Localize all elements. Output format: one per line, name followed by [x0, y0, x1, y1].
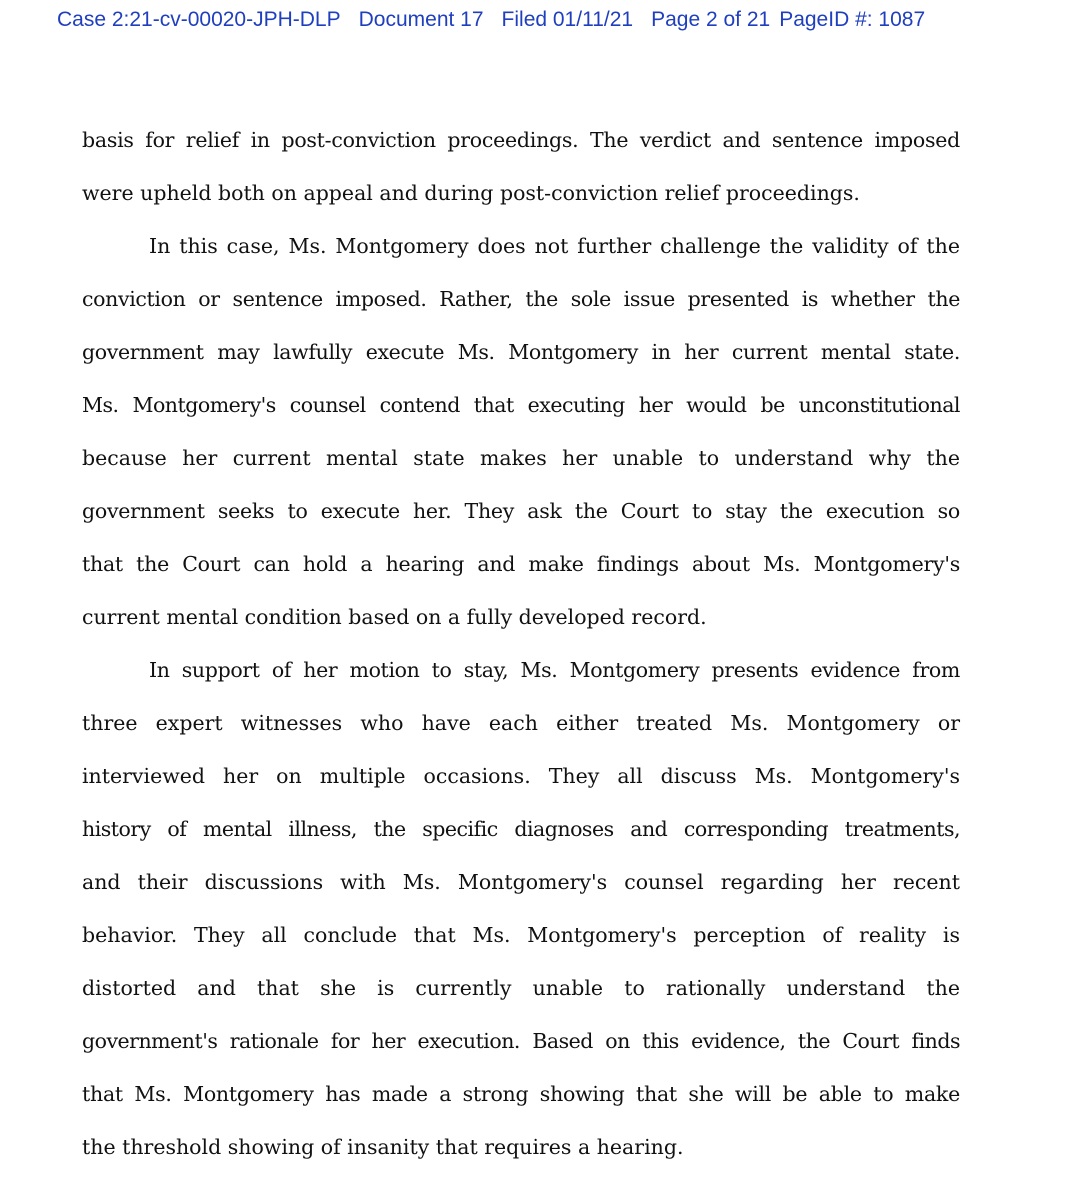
paragraph — [82, 220, 960, 644]
text-line: the threshold showing of insanity that requires a hearing. — [82, 1135, 684, 1159]
text-line: In support of her motion to stay, Ms. Montgomery presents evidence from — [149, 658, 960, 682]
text-line: Ms. Montgomery's counsel contend that executing her would be unconstitutional — [82, 393, 960, 417]
text-line: In this case, Ms. Montgomery does not further challenge the validity of the — [149, 234, 960, 258]
text-line: that Ms. Montgomery has made a strong showing that she will be able to make — [82, 1082, 960, 1106]
text-line: distorted and that she is currently unable to rationally understand the — [82, 976, 960, 1000]
paragraph — [82, 114, 960, 220]
paragraph — [82, 644, 960, 1174]
text-line: that the Court can hold a hearing and make findings about Ms. Montgomery's — [82, 552, 960, 576]
case-number: Case 2:21-cv-00020-JPH-DLP — [57, 8, 341, 31]
text-line: basis for relief in post-conviction proceedings. The verdict and sentence imposed — [82, 128, 960, 152]
text-line: and their discussions with Ms. Montgomery's counsel regarding her recent — [82, 870, 960, 894]
text-line: behavior. They all conclude that Ms. Montgomery's perception of reality is — [82, 923, 960, 947]
text-line: government's rationale for her execution. Based on this evidence, the Court finds — [82, 1029, 960, 1053]
page-number: Page 2 of 21 — [651, 8, 771, 31]
text-line: current mental condition based on a fully developed record. — [82, 605, 707, 629]
text-line: history of mental illness, the specific diagnoses and corresponding treatments, — [82, 817, 960, 841]
text-line: interviewed her on multiple occasions. They all discuss Ms. Montgomery's — [82, 764, 960, 788]
text-line: government seeks to execute her. They ask the Court to stay the execution so — [82, 499, 960, 523]
text-line: because her current mental state makes her unable to understand why the — [82, 446, 960, 470]
text-line: were upheld both on appeal and during post-conviction relief proceedings. — [82, 181, 860, 205]
document-header — [57, 8, 925, 32]
text-line: three expert witnesses who have each either treated Ms. Montgomery or — [82, 711, 960, 735]
text-line: government may lawfully execute Ms. Montgomery in her current mental state. — [82, 340, 960, 364]
document-body — [82, 114, 960, 1174]
document-number: Document 17 — [358, 8, 484, 31]
page-id: PageID #: 1087 — [779, 8, 926, 31]
filed-date: Filed 01/11/21 — [501, 8, 634, 31]
text-line: conviction or sentence imposed. Rather, the sole issue presented is whether the — [82, 287, 960, 311]
